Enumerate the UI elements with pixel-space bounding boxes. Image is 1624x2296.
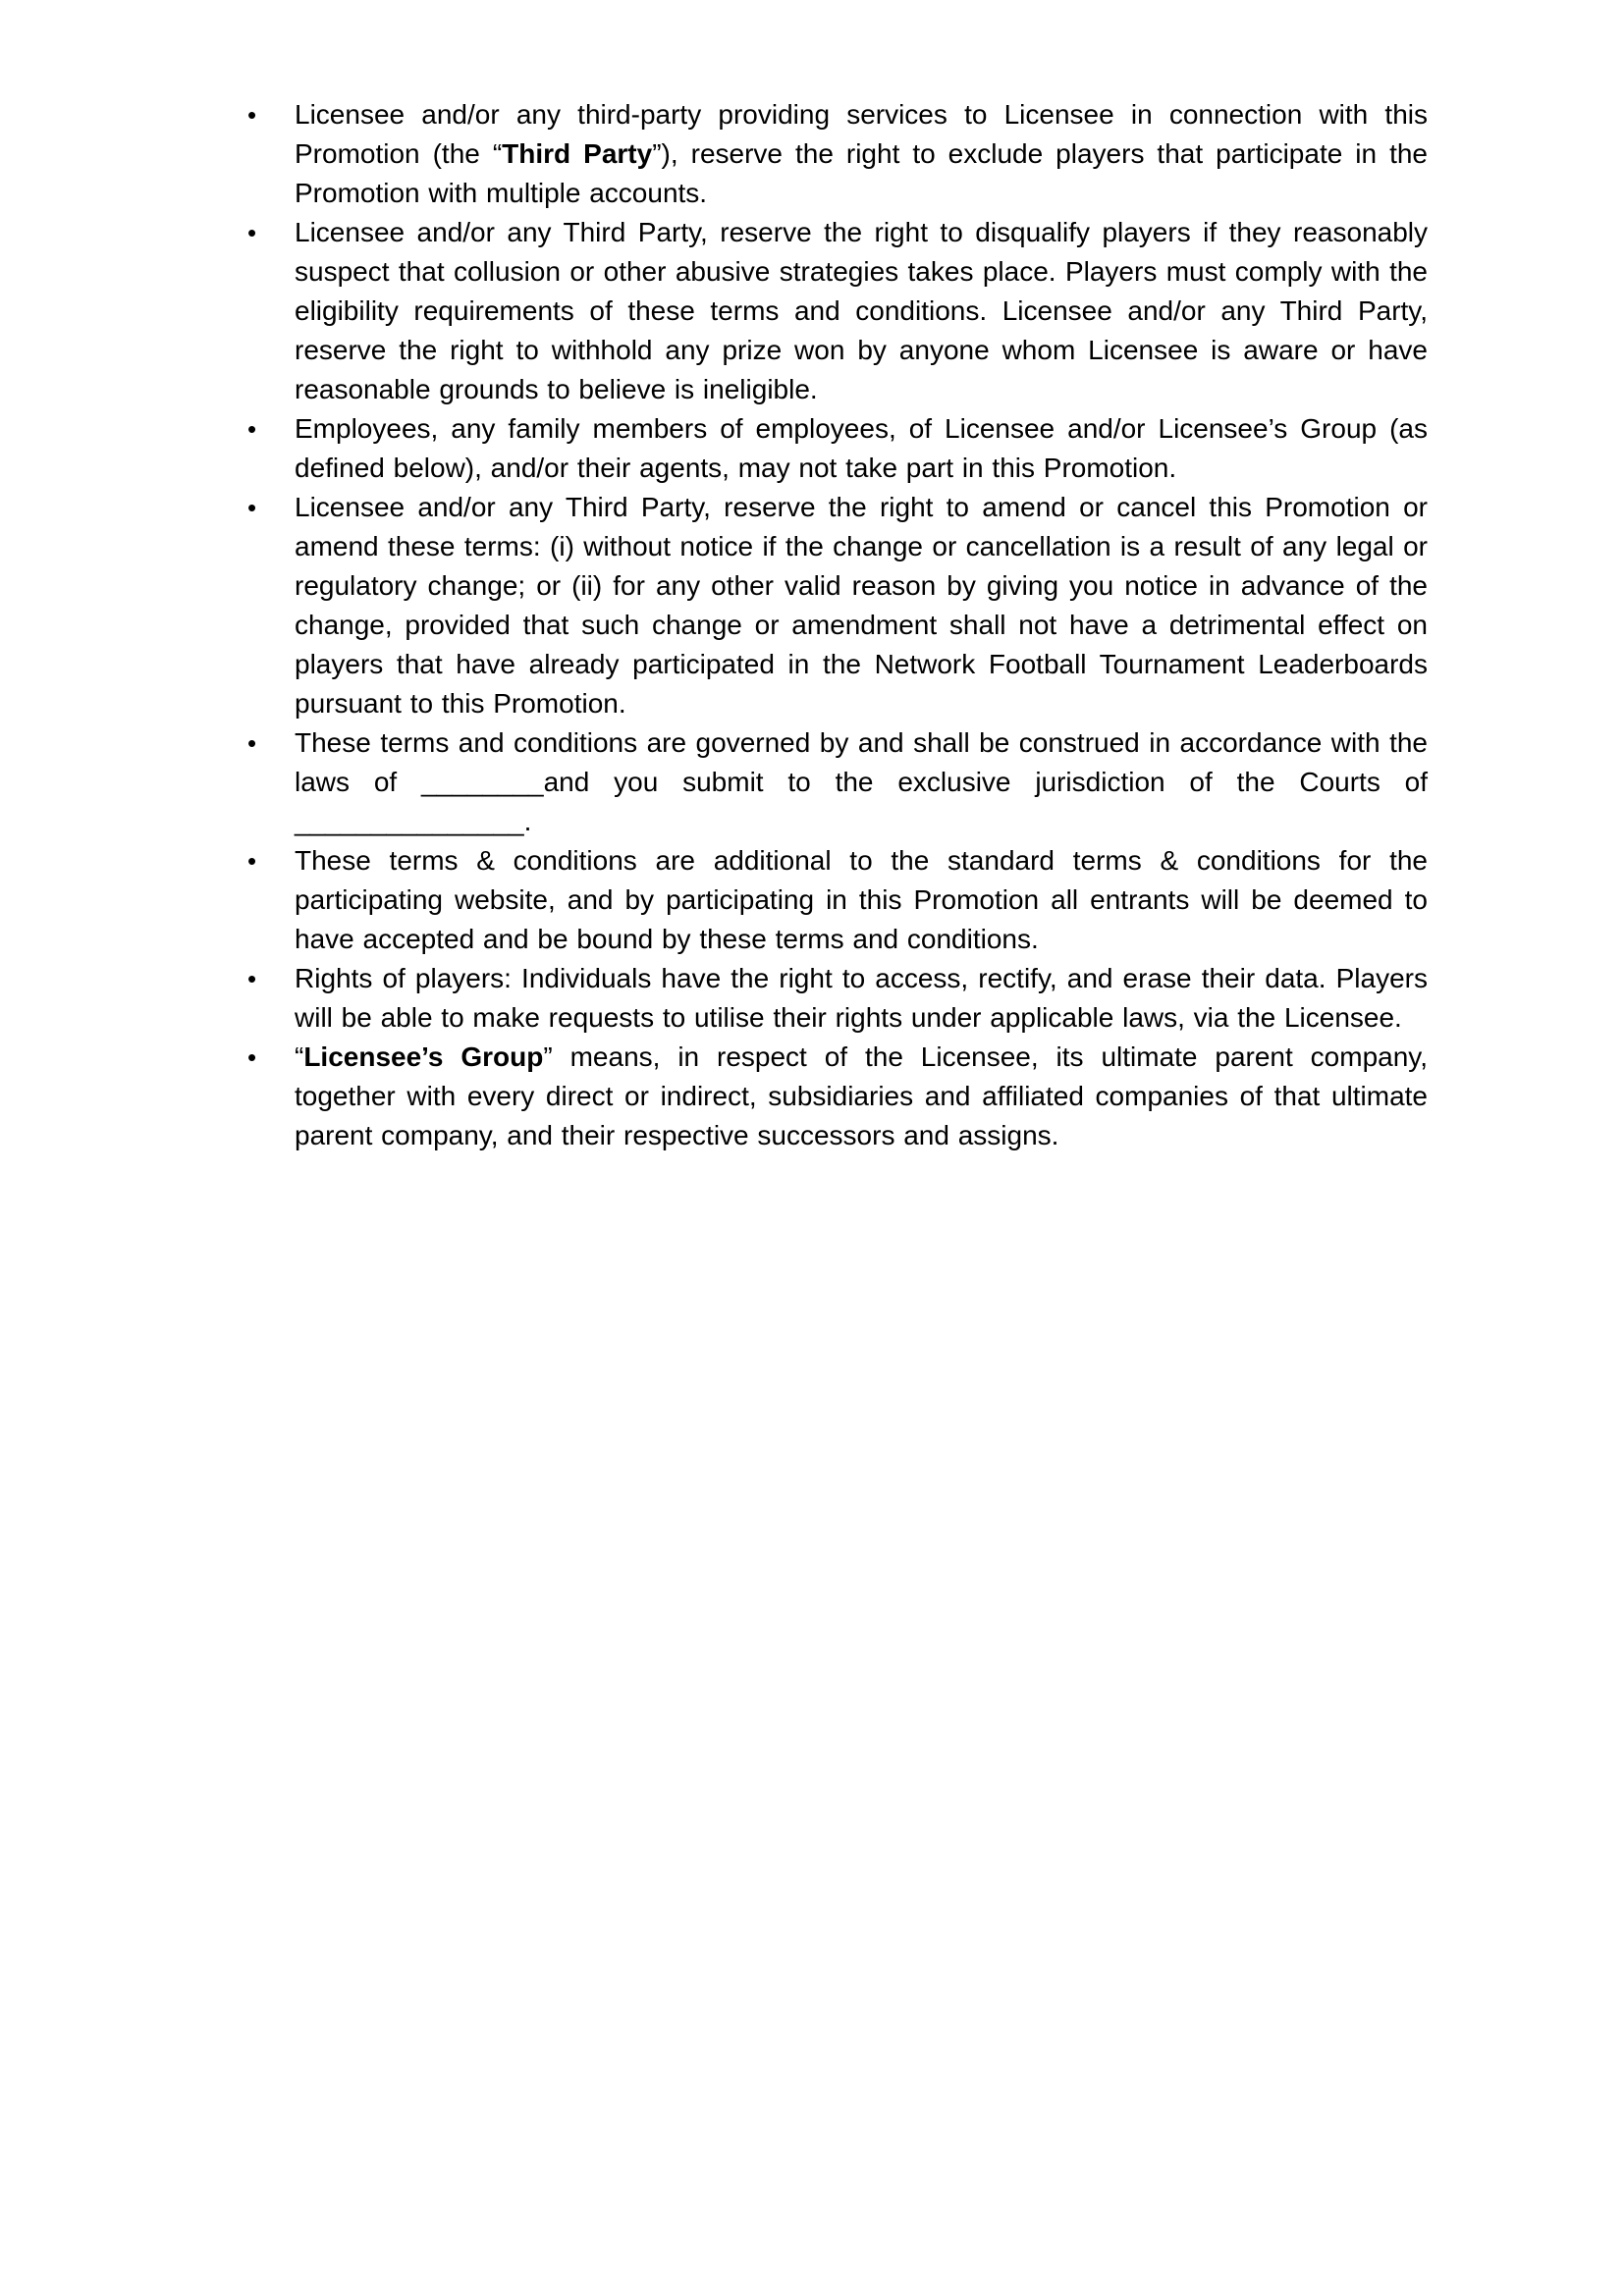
bullet-text: [295, 723, 1428, 841]
bullet-icon: •: [247, 218, 257, 247]
text-segment: ”), reserve the right to exclude players that participate in the Promotion with multiple accounts.: [295, 138, 1429, 208]
bullet-icon: •: [247, 1042, 257, 1072]
bullet-item: [247, 1038, 1428, 1155]
bullet-icon: •: [247, 414, 257, 444]
bold-text-segment: Third Party: [502, 138, 653, 169]
bullet-text: [295, 488, 1428, 723]
bullet-text: [295, 95, 1428, 213]
bold-text-segment: Licensee’s Group: [303, 1041, 544, 1072]
bullet-text: [295, 841, 1428, 959]
bullet-text: [295, 959, 1428, 1038]
text-segment: Licensee and/or any Third Party, reserve the right to disqualify players if they reasonably suspect that collusion or other abusive strategies takes place. Players must comply with the eligibility requirements of these terms and conditions. Licensee and/or any Third Party, reserve the right to withhold any prize won by anyone whom Licensee is aware or have reasonable grounds to believe is ineligible.: [295, 217, 1428, 404]
bullet-text: [295, 409, 1428, 488]
bullet-text: [295, 213, 1428, 409]
bullet-icon: •: [247, 728, 257, 758]
bullet-item: [247, 959, 1428, 1038]
terms-and-conditions-list: [247, 95, 1429, 1155]
bullet-text: [295, 1038, 1428, 1155]
text-segment: These terms and conditions are governed by and shall be construed in accordance with the laws of ________and you submit to the exclusive jurisdiction of the Courts of _______________.: [295, 727, 1428, 836]
text-segment: “: [295, 1041, 304, 1072]
bullet-icon: •: [247, 964, 257, 993]
bullet-item: [247, 95, 1429, 213]
text-segment: ” means, in respect of the Licensee, its ultimate parent company, together with every direct or indirect, subsidiaries and affiliated companies of that ultimate parent company, and their respective successors and assigns.: [295, 1041, 1428, 1150]
text-segment: Employees, any family members of employees, of Licensee and/or Licensee’s Group (as defined below), and/or their agents, may not take part in this Promotion.: [295, 413, 1428, 483]
bullet-item: [247, 841, 1428, 959]
bullet-icon: •: [247, 846, 257, 876]
text-segment: Licensee and/or any third-party providing services to Licensee in connection with this Promotion (the “: [295, 99, 1428, 169]
text-segment: Licensee and/or any Third Party, reserve the right to amend or cancel this Promotion or amend these terms: (i) without notice if the change or cancellation is a result of any legal or regulatory change; or (ii) for any other valid reason by giving you notice in advance of the change, provided that such change or amendment shall not have a detrimental effect on players that have already participated in the Network Football Tournament Leaderboards pursuant to this Promotion.: [295, 492, 1428, 719]
text-segment: These terms & conditions are additional to the standard terms & conditions for the participating website, and by participating in this Promotion all entrants will be deemed to have accepted and be bound by these terms and conditions.: [295, 845, 1428, 954]
bullet-icon: •: [247, 100, 257, 130]
bullet-item: [247, 213, 1428, 409]
bullet-item: [247, 409, 1428, 488]
bullet-item: [247, 488, 1428, 723]
text-segment: Rights of players: Individuals have the right to access, rectify, and erase their data. Players will be able to make requests to utilise their rights under applicable laws, via the Licensee.: [295, 963, 1428, 1033]
bullet-item: [247, 723, 1428, 841]
bullet-icon: •: [247, 493, 257, 522]
